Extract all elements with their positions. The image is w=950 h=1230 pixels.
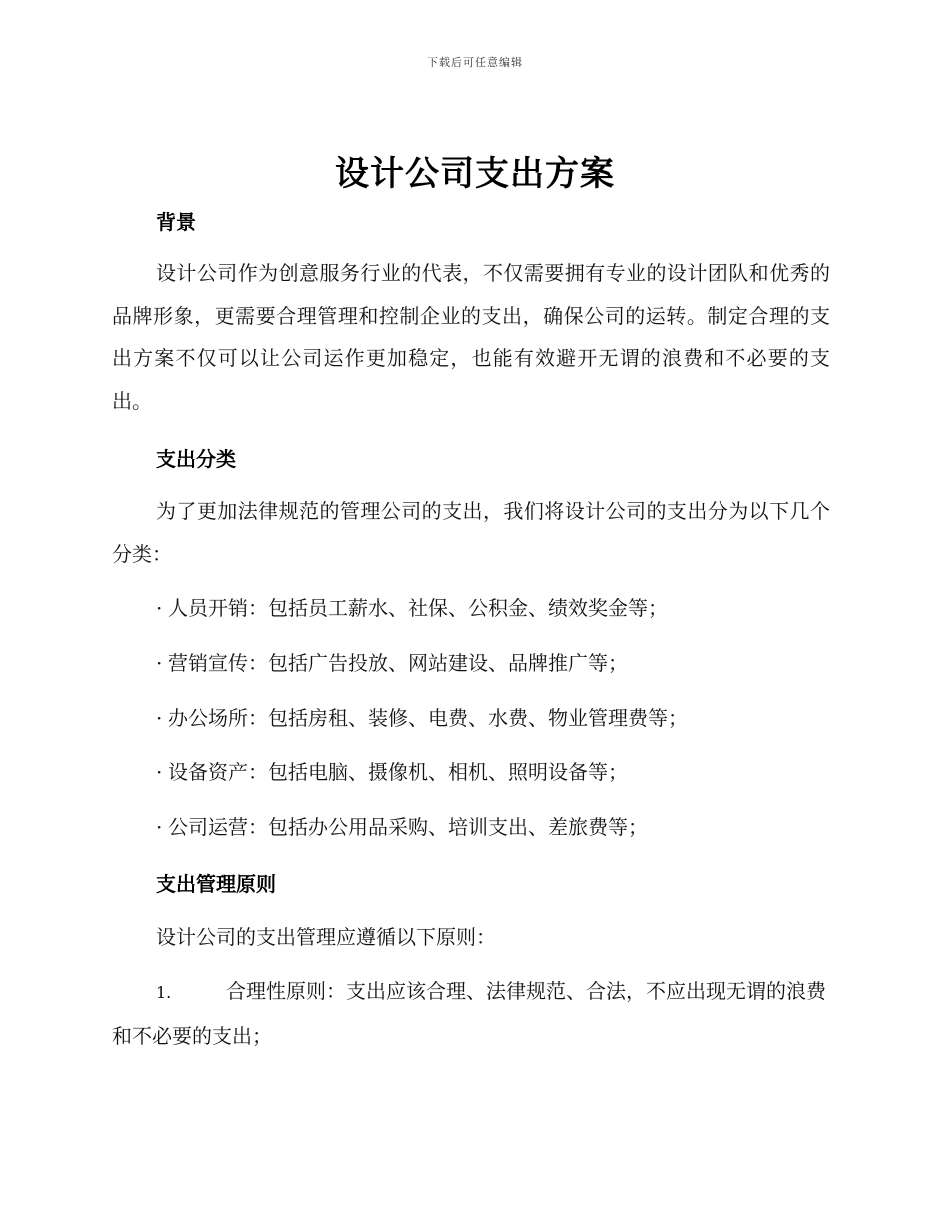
section-heading-background: 背景 (156, 210, 196, 234)
background-paragraph: 设计公司作为创意服务行业的代表，不仅需要拥有专业的设计团队和优秀的品牌形象，更需要合理管理和控制企业的支出，确保公司的运转。制定合理的支出方案不仅可以让公司运作更加稳定，也能有效避开无谓的浪费和不必要的支出。 (112, 261, 830, 413)
list-item-text: 公司运营：包括办公用品采购、培训支出、差旅费等； (168, 815, 648, 839)
item-number: 1. (156, 983, 172, 1002)
bullet-dot: · (156, 651, 163, 675)
bullet-dot: · (156, 706, 163, 730)
principles-intro: 设计公司的支出管理应遵循以下原则： (156, 925, 496, 949)
list-item-text: 设备资产：包括电脑、摄像机、相机、照明设备等； (168, 760, 628, 784)
list-item-text: 人员开销：包括员工薪水、社保、公积金、绩效奖金等； (168, 596, 668, 620)
list-item (156, 758, 628, 786)
section-heading-classification: 支出分类 (156, 447, 236, 471)
bullet-dot: · (156, 596, 163, 620)
document-title: 设计公司支出方案 (335, 154, 615, 194)
bullet-dot: · (156, 760, 163, 784)
list-item-text: 营销宣传：包括广告投放、网站建设、品牌推广等； (168, 651, 628, 675)
page-header-note: 下载后可任意编辑 (427, 56, 523, 69)
list-item (156, 813, 648, 841)
numbered-item (112, 970, 830, 1057)
list-item-text: 办公场所：包括房租、装修、电费、水费、物业管理费等； (168, 706, 688, 730)
list-item (156, 649, 628, 677)
item-text: 合理性原则：支出应该合理、法律规范、合法，不应出现无谓的浪费和不必要的支出； (112, 979, 826, 1048)
classification-intro: 为了更加法律规范的管理公司的支出，我们将设计公司的支出分为以下几个分类： (112, 499, 830, 566)
list-item (156, 704, 688, 732)
section-heading-principles: 支出管理原则 (156, 872, 276, 896)
list-item (156, 594, 668, 622)
bullet-dot: · (156, 815, 163, 839)
